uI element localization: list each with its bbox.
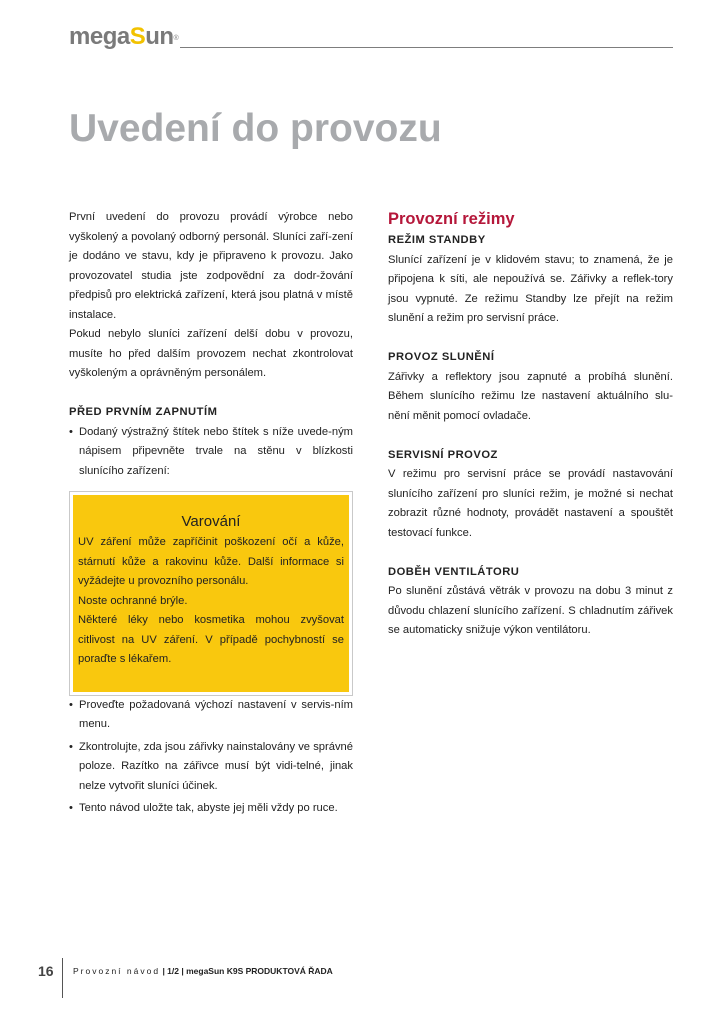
service-mode-heading: SERVISNÍ PROVOZ: [388, 448, 498, 461]
before-first-start-heading: PŘED PRVNÍM ZAPNUTÍM: [69, 406, 218, 418]
logo-prefix: mega: [69, 23, 130, 50]
before-start-list: [69, 423, 353, 482]
warning-line-1: UV záření může zapříčinit poškození očí a kůže, stárnutí kůže a rakovinu kůže. Další informace si vyžádejte u provozního personálu.: [78, 536, 344, 587]
logo-suffix: un: [145, 23, 174, 50]
intro-paragraph-1: První uvedení do provozu provádí výrobce nebo vyškolený a povolaný odborný personál. Sluníci zaří-zení je dodáno ve stavu, kdy je připraveno k provozu. Jako provozovatel studia jste zodpovědní za dodr-žování předpisů pro elektrická zařízení, která jsou platná v místě instalace.: [69, 211, 353, 321]
header-divider: [180, 47, 673, 48]
service-mode-text: V režimu pro servisní práce se provádí nastavování slunícího zařízení pro sluníci režim, je možné si nechat zobrazit různé hodnoty, provádět nastavení a spouštět testovací funkce.: [388, 468, 673, 539]
list-item: • Dodaný výstražný štítek nebo štítek s níže uvede-ným nápisem připevněte trvale na stěnu v blízkosti slunícího zařízení:: [69, 425, 353, 477]
intro-paragraph-2: Pokud nebylo sluníci zařízení delší dobu v provozu, musíte ho před dalším provozem nechat zkontrolovat vyškoleným a oprávněným personálem.: [69, 328, 353, 379]
list-item: • Tento návod uložte tak, abyste jej měli vždy po ruce.: [69, 802, 338, 814]
footer-document-info: [73, 965, 333, 977]
footer-doc-details: | 1/2 | megaSun K9S PRODUKTOVÁ ŘADA: [160, 966, 333, 976]
tanning-mode-text: Zářivky a reflektory jsou zapnuté a probíhá slunění. Během slunícího režimu lze nastavení aktuálního slu-nění měnit pomocí ovladače.: [388, 370, 673, 422]
left-column: [69, 208, 353, 819]
standby-text: Slunící zařízení je v klidovém stavu; to znamená, že je připojena k síti, ale nepoužívá se. Zářivky a reflek-tory jsou vypnuté. Ze režimu Standby lze přejít na režim slunění a režim pro servisní práce.: [388, 253, 673, 324]
warning-title: Varování: [181, 513, 241, 530]
setup-checklist: [69, 696, 353, 819]
warning-box: [69, 491, 353, 696]
warning-line-2: Noste ochranné brýle.: [78, 594, 188, 607]
right-column: [388, 208, 673, 641]
tanning-mode-heading: PROVOZ SLUNĚNÍ: [388, 351, 495, 363]
fan-runout-heading: DOBĚH VENTILÁTORU: [388, 565, 520, 578]
logo-s-mark: S: [129, 23, 146, 50]
footer-doc-name: Provozní návod: [73, 966, 161, 976]
page-number: 16: [38, 963, 54, 979]
footer-divider: [62, 958, 63, 998]
logo-registered-mark: ®: [173, 35, 179, 42]
warning-line-3: Některé léky nebo kosmetika mohou zvyšovat citlivost na UV záření. V případě pochybností se poraďte s lékařem.: [78, 614, 344, 665]
brand-logo: [69, 24, 178, 50]
list-item: • Proveďte požadovaná výchozí nastavení v servis-ním menu.: [69, 698, 353, 730]
operating-modes-title: Provozní režimy: [388, 210, 515, 228]
fan-runout-text: Po slunění zůstává větrák v provozu na dobu 3 minut z důvodu chlazení slunícího zařízení. S chladnutím zářivek se automaticky snižuje výkon ventilátoru.: [388, 585, 673, 636]
list-item: • Zkontrolujte, zda jsou zářivky nainstalovány ve správné poloze. Razítko na zářivce musí být vidi-telné, jinak nelze vytvořit sluníci účinek.: [69, 740, 353, 792]
page-title: Uvedení do provozu: [69, 107, 442, 150]
standby-heading: REŽIM STANDBY: [388, 234, 486, 246]
